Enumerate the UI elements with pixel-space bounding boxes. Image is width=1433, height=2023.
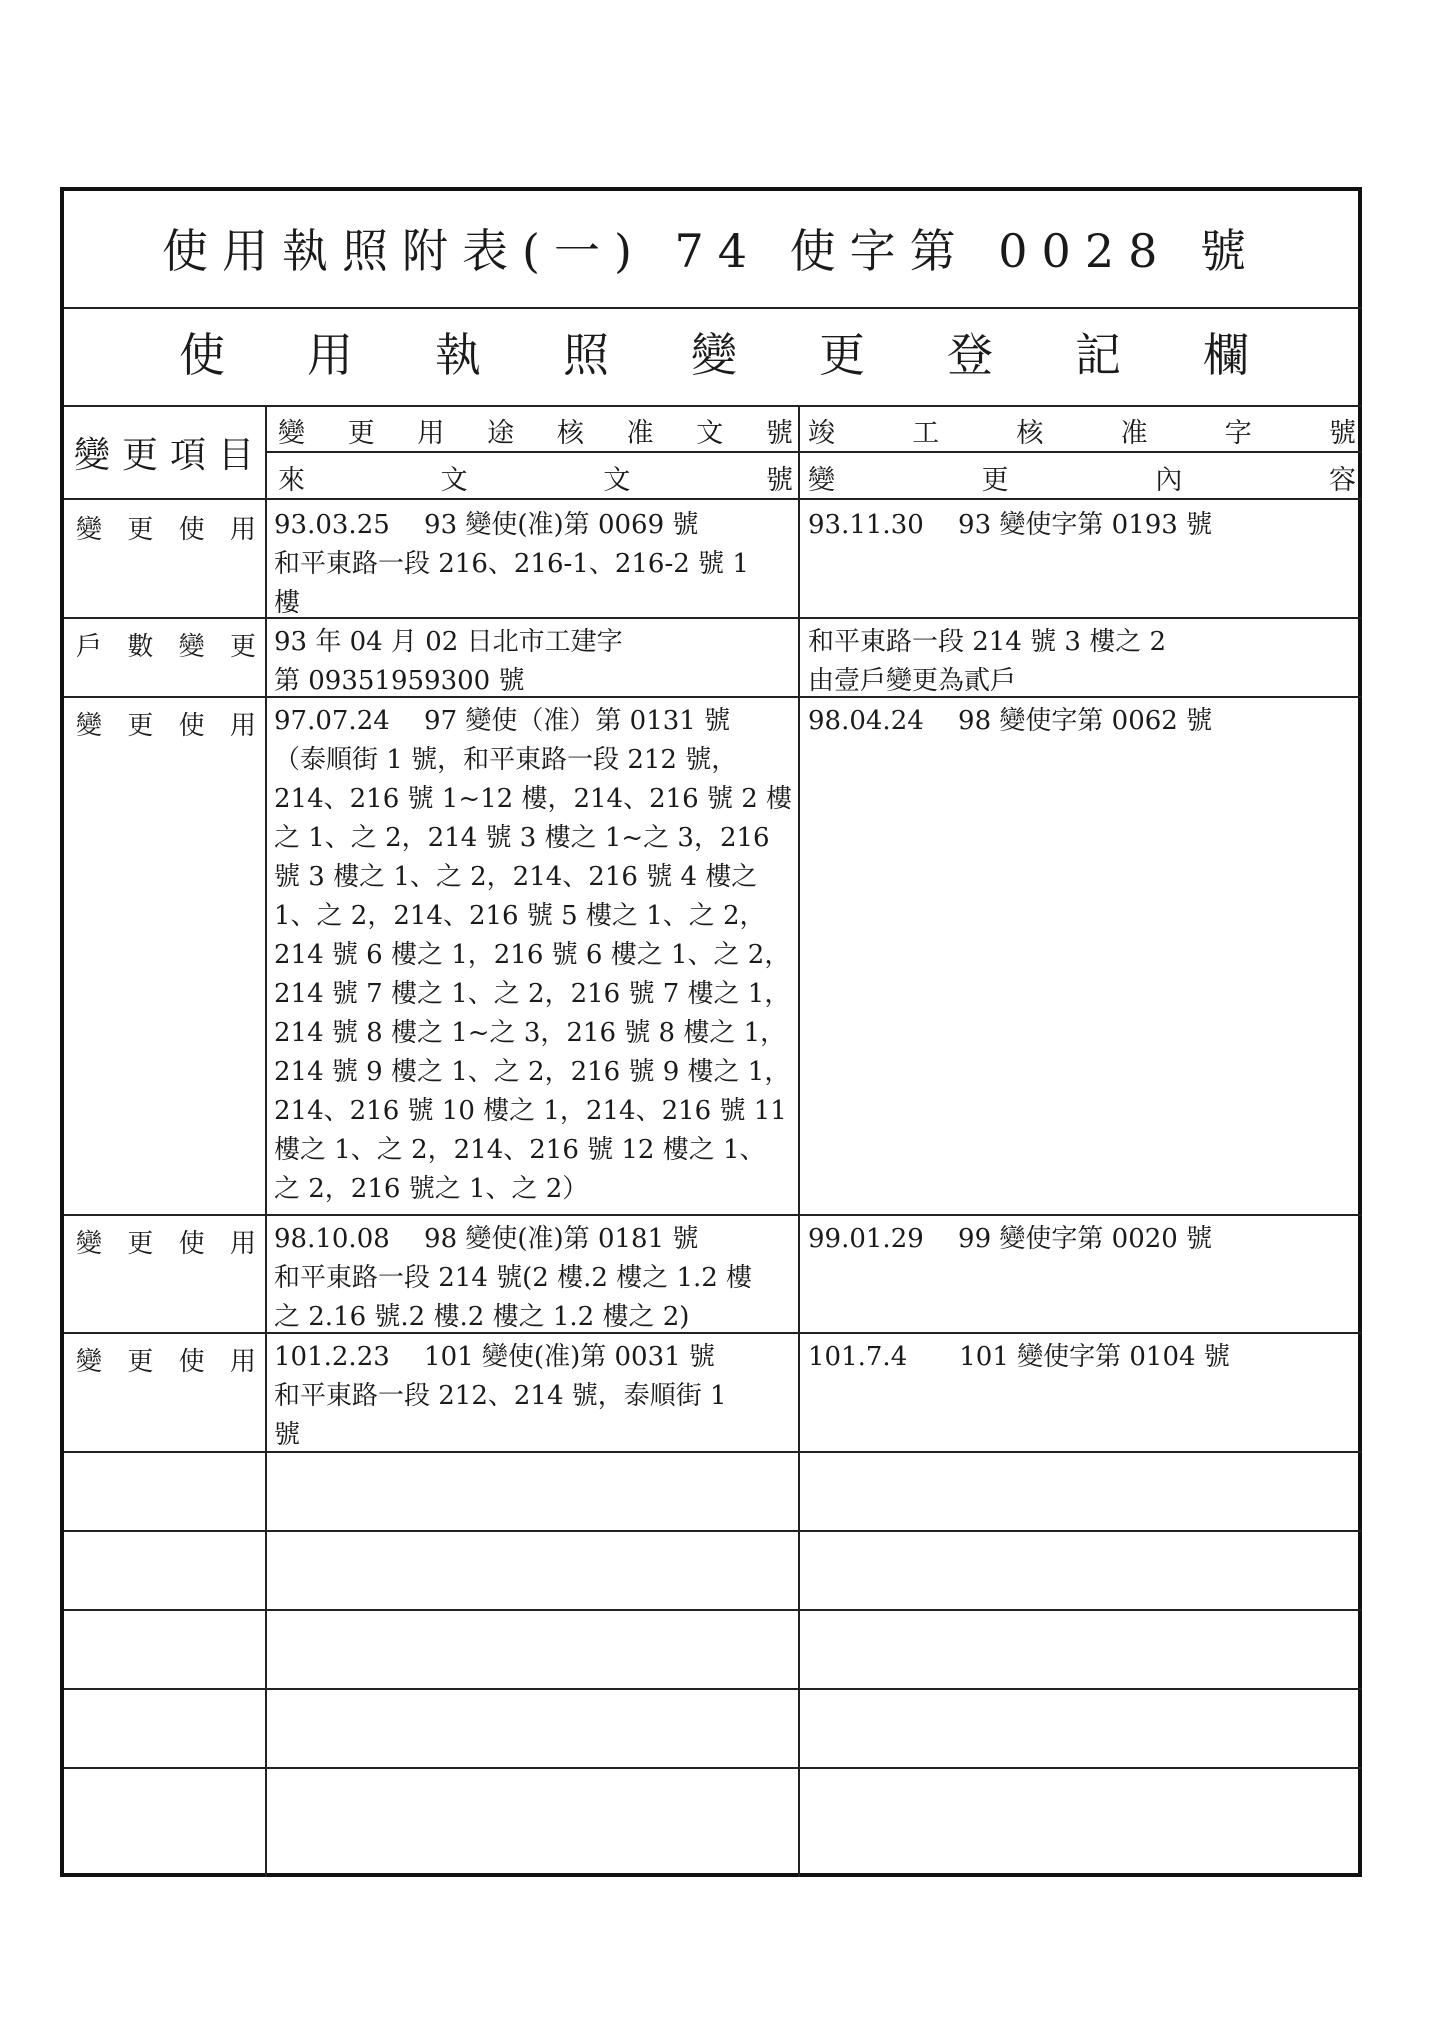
char: 執 (435, 328, 481, 382)
header-item (74, 427, 254, 478)
empty-row (64, 1532, 1362, 1609)
row-4-approval-line-2: 和平東路一段 214 號(2 樓.2 樓之 1.2 樓 (274, 1263, 753, 1293)
char: 用 (307, 328, 353, 382)
char: 使 (178, 515, 205, 545)
char: 欄 (1203, 328, 1249, 382)
row-3-approval-line-8: 214 號 7 樓之 1、之 2，216 號 7 樓之 1， (274, 979, 791, 1009)
row-2-completion-line-2: 由壹戶變更為貳戶 (808, 666, 1017, 696)
char: 號 (765, 465, 793, 496)
char: 核 (556, 418, 584, 449)
row-3-approval-line-12: 樓之 1、之 2，214、216 號 12 樓之 1、 (274, 1135, 766, 1165)
char: 更 (127, 515, 154, 545)
row-4-approval-line-1: 98.10.08 98 變使(准)第 0181 號 (274, 1224, 699, 1254)
char: 更 (229, 632, 256, 662)
char: 數 (127, 632, 154, 662)
char: 目 (217, 435, 254, 476)
char: 文 (696, 418, 724, 449)
row-4-approval-line-3: 之 2.16 號.2 樓.2 樓之 1.2 樓之 2) (274, 1302, 690, 1332)
char: 工 (912, 418, 940, 449)
row-5-completion-line-1: 101.7.4 101 變使字第 0104 號 (808, 1342, 1230, 1372)
row-3-approval-line-9: 214 號 8 樓之 1~之 3，216 號 8 樓之 1， (274, 1018, 787, 1048)
char: 容 (1328, 465, 1356, 496)
row-5-approval-line-1: 101.2.23 101 變使(准)第 0031 號 (274, 1342, 715, 1372)
row-1-completion-line-1: 93.11.30 93 變使字第 0193 號 (808, 510, 1213, 540)
row-2-approval-line-1: 93 年 04 月 02 日北市工建字 (274, 627, 623, 657)
char: 竣 (808, 418, 835, 449)
char: 登 (947, 328, 993, 382)
row-4-completion-line-1: 99.01.29 99 變使字第 0020 號 (808, 1224, 1213, 1254)
row-4-approval (274, 1220, 794, 1337)
row-5-completion (808, 1338, 1358, 1377)
row-3-approval-line-13: 之 2，216 號之 1、之 2） (274, 1174, 589, 1204)
char: 來 (278, 465, 305, 496)
char: 更 (347, 418, 375, 449)
row-1-approval-line-2: 和平東路一段 216、216-1、216-2 號 1 (274, 549, 749, 579)
row-3-approval-line-4: 之 1、之 2，214 號 3 樓之 1~之 3，216 (274, 823, 770, 853)
char: 內 (1155, 465, 1183, 496)
row-3-approval-line-10: 214 號 9 樓之 1、之 2，216 號 9 樓之 1， (274, 1057, 791, 1087)
section-title-text (179, 319, 1249, 385)
char: 變 (808, 465, 835, 496)
row-5-approval (274, 1338, 794, 1455)
row-4-item (76, 1223, 256, 1260)
section-title (64, 319, 1358, 385)
char: 變 (76, 1229, 103, 1259)
usage-permit-form (60, 187, 1362, 1877)
row-3-approval-line-6: 1、之 2，214、216 號 5 樓之 1、之 2， (274, 901, 766, 931)
char: 戶 (76, 632, 103, 662)
empty-row (64, 1453, 1362, 1530)
char: 途 (487, 418, 515, 449)
rule-row-3 (64, 1214, 1362, 1216)
row-1-completion (808, 506, 1358, 545)
header-change-content (808, 458, 1356, 497)
row-3-completion (808, 702, 1358, 741)
char: 核 (1016, 418, 1044, 449)
row-3-approval-line-2: （泰順街 1 號，和平東路一段 212 號， (274, 745, 738, 775)
char: 文 (440, 465, 468, 496)
char: 變 (76, 711, 103, 741)
char: 使 (178, 1229, 205, 1259)
row-3-approval-line-11: 214、216 號 10 樓之 1，214、216 號 11 (274, 1096, 787, 1126)
char: 變 (74, 435, 111, 476)
row-3-approval-line-3: 214、216 號 1~12 樓，214、216 號 2 樓 (274, 784, 793, 814)
rule-subtitle (64, 405, 1362, 407)
char: 變 (278, 418, 305, 449)
char: 用 (229, 515, 256, 545)
row-3-approval-line-7: 214 號 6 樓之 1，216 號 6 樓之 1、之 2， (274, 940, 791, 970)
empty-row (64, 1690, 1362, 1767)
empty-row (64, 1611, 1362, 1688)
row-1-approval-line-1: 93.03.25 93 變使(准)第 0069 號 (274, 510, 699, 540)
char: 使 (178, 1347, 205, 1377)
char: 使 (179, 328, 225, 382)
char: 更 (121, 435, 158, 476)
char: 更 (127, 1229, 154, 1259)
char: 變 (76, 515, 103, 545)
row-3-item (76, 705, 256, 742)
row-3-approval-line-5: 號 3 樓之 1、之 2，214、216 號 4 樓之 (274, 862, 758, 892)
char: 變 (178, 632, 205, 662)
row-4-completion (808, 1220, 1358, 1259)
empty-row (64, 1769, 1362, 1877)
char: 字 (1224, 418, 1252, 449)
char: 使 (178, 711, 205, 741)
char: 號 (1328, 418, 1356, 449)
char: 變 (691, 328, 737, 382)
row-3-completion-line-1: 98.04.24 98 變使字第 0062 號 (808, 706, 1213, 736)
rule-title (64, 307, 1362, 309)
char: 更 (127, 1347, 154, 1377)
row-5-approval-line-3: 號 (274, 1420, 301, 1450)
row-2-completion-line-1: 和平東路一段 214 號 3 樓之 2 (808, 627, 1167, 657)
row-5-item (76, 1341, 256, 1378)
char: 號 (765, 418, 793, 449)
char: 記 (1075, 328, 1121, 382)
char: 用 (417, 418, 445, 449)
char: 照 (563, 328, 609, 382)
char: 更 (819, 328, 865, 382)
rule-header (64, 498, 1362, 500)
char: 用 (229, 1229, 256, 1259)
char: 更 (981, 465, 1009, 496)
header-approval-doc (278, 411, 793, 450)
header-incoming-doc (278, 458, 793, 497)
row-1-item (76, 509, 256, 546)
row-2-completion (808, 623, 1358, 701)
row-2-approval-line-2: 第 09351959300 號 (274, 666, 525, 696)
char: 更 (127, 711, 154, 741)
char: 項 (169, 435, 206, 476)
row-1-approval (274, 506, 794, 623)
row-2-item (76, 626, 256, 663)
rule-header-mid (266, 451, 1362, 453)
char: 用 (229, 1347, 256, 1377)
char: 用 (229, 711, 256, 741)
header-completion-no (808, 411, 1356, 450)
char: 准 (626, 418, 654, 449)
row-2-approval (274, 623, 794, 701)
row-5-approval-line-2: 和平東路一段 212、214 號，泰順街 1 (274, 1381, 727, 1411)
char: 准 (1120, 418, 1148, 449)
row-3-approval (274, 702, 794, 1209)
row-3-approval-line-1: 97.07.24 97 變使（准）第 0131 號 (274, 706, 731, 736)
char: 變 (76, 1347, 103, 1377)
page-title: 使用執照附表(一) 74 使字第 0028 號 (162, 224, 1260, 278)
char: 文 (603, 465, 631, 496)
row-1-approval-line-3: 樓 (274, 588, 301, 618)
